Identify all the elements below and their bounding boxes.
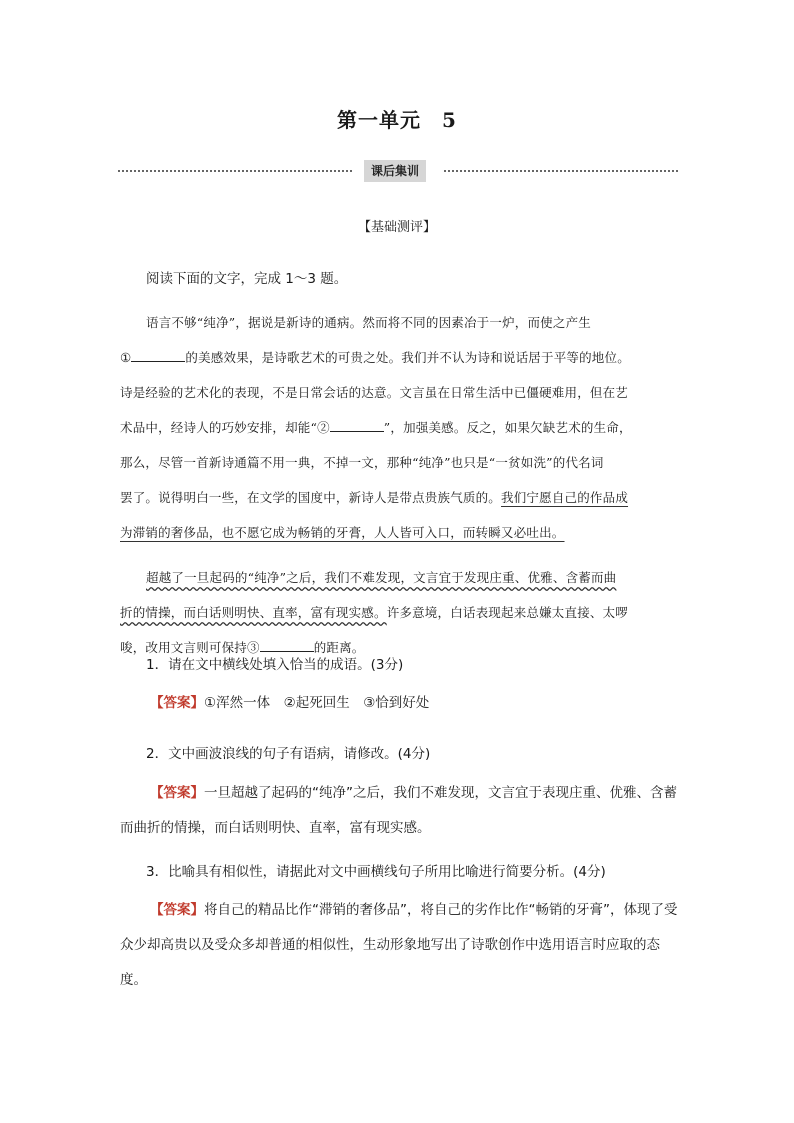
dotted-line-left [118,170,352,172]
wavy-underlined-sentence: 折的情操，而白话则明快、直率，富有现实感。 [120,605,387,620]
passage-line [120,560,680,595]
fill-blank-1 [131,349,185,362]
fill-blank-3 [260,639,314,652]
answer-3: 【答案】将自己的精品比作“滞销的奢侈品”，将自己的劣作比作“畅销的牙膏”，体现了受众少却高贵以及受众多却普通的相似性，生动形象地写出了诗歌创作中选用语言时应取的态度。 [120,902,678,988]
section-label: 【基础测评】 [357,220,436,235]
question-1: 1．请在文中横线处填入恰当的成语。(3分) [146,657,404,673]
answer-tag: 【答案】 [150,695,204,711]
dotted-line-right [444,170,678,172]
question-2: 2．文中画波浪线的句子有语病，请修改。(4分) [146,746,431,762]
reading-intro: 阅读下面的文字，完成 1～3 题。 [146,271,348,287]
page-title: 第一单元 5 [337,108,457,132]
passage-line: 诗是经验的艺术化的表现，不是日常会话的达意。文言虽在日常生活中已僵硬难用，但在艺 [120,385,629,400]
answer-tag: 【答案】 [150,902,204,918]
wavy-underlined-sentence: 超越了一旦起码的“纯净”之后，我们不难发现，文言宜于发现庄重、优雅、含蓄而曲 [146,570,617,585]
passage-line: 折的情操，而白话则明快、直率，富有现实感。许多意境，白话表现起来总嫌太直接、太啰 [120,605,629,620]
answer-2: 【答案】一旦超越了起码的“纯净”之后，我们不难发现，文言宜于表现庄重、优雅、含蓄而曲折的情操，而白话则明快、直率，富有现实感。 [120,785,677,836]
passage-line: 罢了。说得明白一些，在文学的国度中，新诗人是带点贵族气质的。我们宁愿自己的作品成 [120,490,629,505]
passage-line: 那么，尽管一首新诗通篇不用一典，不掉一文，那种“纯净”也只是“一贫如洗”的代名词 [120,455,604,470]
passage-line: ① 的美感效果，是诗歌艺术的可贵之处。我们并不认为诗和说话居于平等的地位。 [120,350,630,365]
answer-tag: 【答案】 [150,785,204,801]
passage-line: 术品中，经诗人的巧妙安排，却能“② ”，加强美感。反之，如果欠缺艺术的生命， [120,420,632,435]
reading-passage [120,305,680,665]
section-divider [118,160,678,182]
passage-line [120,515,680,550]
underlined-sentence: 我们宁愿自己的作品成 [501,490,629,505]
underlined-sentence: 为滞销的奢侈品，也不愿它成为畅销的牙膏，人人皆可入口，而转瞬又必吐出。 [120,525,565,540]
answer-1: 【答案】①浑然一体 ②起死回生 ③恰到好处 [150,695,430,711]
question-3: 3．比喻具有相似性，请据此对文中画横线句子所用比喻进行简要分析。(4分) [146,864,606,880]
passage-line: 语言不够“纯净”，据说是新诗的通病。然而将不同的因素冶于一炉，而使之产生 [146,315,591,330]
passage-line: 唆，改用文言则可保持③ 的距离。 [120,640,365,655]
fill-blank-2 [330,419,384,432]
after-class-badge: 课后集训 [364,160,426,182]
